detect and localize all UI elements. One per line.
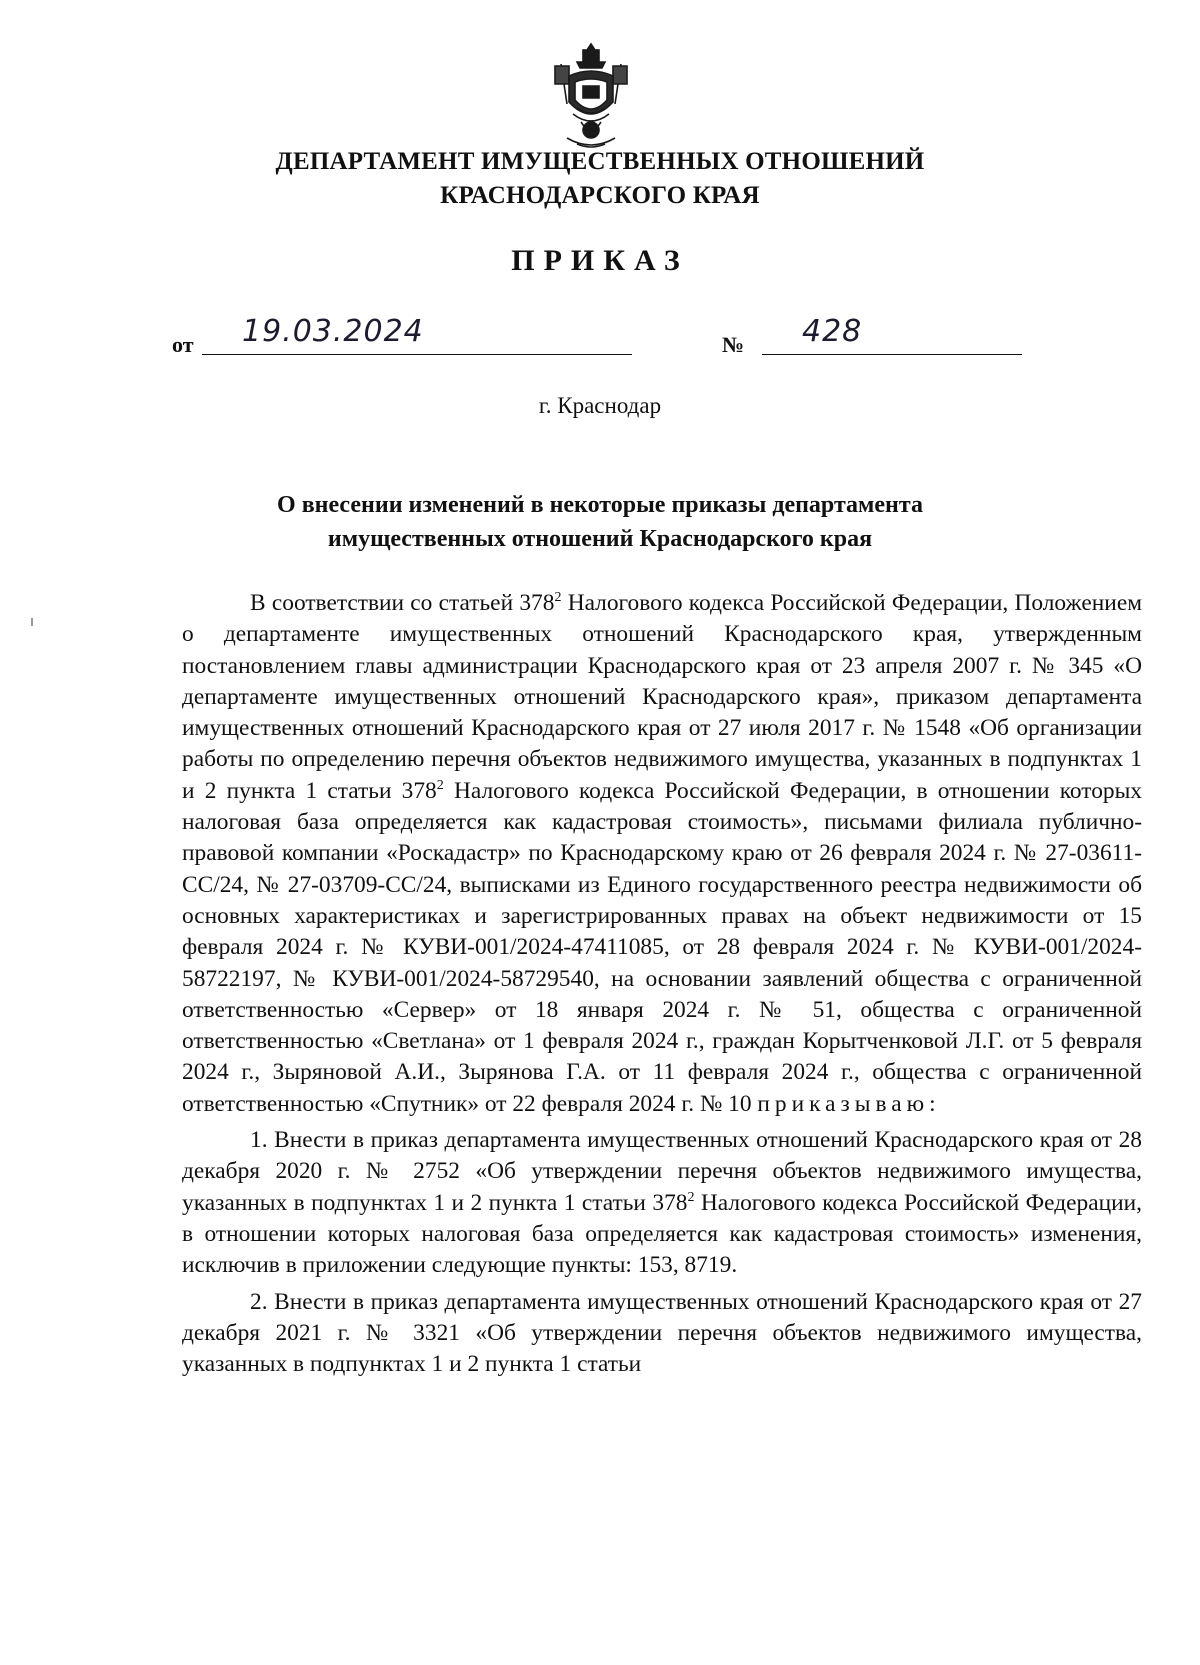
superscript: 2: [436, 777, 444, 793]
order-word: приказываю:: [757, 1090, 941, 1117]
superscript: 2: [554, 590, 562, 606]
department-name-line2: КРАСНОДАРСКОГО КРАЯ: [440, 182, 760, 209]
number-field: [762, 314, 1022, 355]
date-number-row: [172, 314, 1022, 358]
subject-line2: имущественных отношений Краснодарского края: [327, 526, 873, 552]
date-label: от: [172, 332, 194, 357]
date-field: [202, 314, 632, 355]
subject-line1: О внесении изменений в некоторые приказы департамента: [277, 492, 923, 518]
handwritten-number: 428: [802, 314, 863, 349]
handwritten-date: 19.03.2024: [242, 314, 424, 349]
coat-of-arms-emblem: [547, 42, 635, 150]
preamble-text-c: Налогового кодекса Российской Федерации, в отношении которых налоговая база определяется как кадастровая стоимость», письмами филиала публично-правовой компании «Роскадастр» по Краснодарскому краю от 26 февраля 2024 г. № 27-03611-СС/24, № 27-03709-СС/24, выписками из Единого государственного реестра недвижимости об основных характеристиках и зарегистрированных правах на объект недвижимости от 15 февраля 2024 г. № КУВИ-001/2024-47411085, от 28 февраля 2024 г. № КУВИ-001/2024-58722197, № КУВИ-001/2024-58729540, на основании заявлений общества с ограниченной ответственностью «Сервер» от 18 января 2024 г. № 51, общества с ограниченной ответственностью «Светлана» от 1 февраля 2024 г., граждан Корытченковой Л.Г. от 5 февраля 2024 г., Зыряновой А.И., Зырянова Г.А. от 11 февраля 2024 г., общества с ограниченной ответственностью «Спутник» от 22 февраля 2024 г. № 10: [182, 777, 1143, 1117]
preamble-text-a: В соответствии со статьей 378: [250, 590, 555, 616]
clause-1-paragraph: [182, 1125, 1142, 1281]
margin-mark: [31, 618, 33, 626]
city-name: г. Краснодар: [538, 393, 662, 418]
clause-1-text-a: 1. Внести в приказ департамента имущественных отношений Краснодарского края от 28 декабря 2020 г. № 2752 «Об утверждении перечня объектов недвижимого имущества, указанных в подпунктах 1 и 2 пункта 1 статьи 378: [182, 1127, 1142, 1216]
preamble-paragraph: [182, 588, 1142, 1120]
superscript: 2: [687, 1189, 695, 1205]
document-type-title: ПРИКАЗ: [511, 244, 689, 277]
preamble-text-b: Налогового кодекса Российской Федерации, Положением о департаменте имущественных отношений Краснодарского края, утвержденным постановлением главы администрации Краснодарского края от 23 апреля 2007 г. № 345 «О департаменте имущественных отношений Краснодарского края», приказом департамента имущественных отношений Краснодарского края от 27 июля 2017 г. № 1548 «Об организации работы по определению перечня объектов недвижимого имущества, указанных в подпунктах 1 и 2 пункта 1 статьи 378: [182, 590, 1142, 804]
clause-1-text-b: Налогового кодекса Российской Федерации, в отношении которых налоговая база определяется как кадастровая стоимость» изменения, исключив в приложении следующие пункты: 153, 8719.: [182, 1189, 1142, 1279]
number-label: №: [722, 332, 745, 357]
clause-2-text-a: 2. Внести в приказ департамента имущественных отношений Краснодарского края от 27 декабря 2021 г. № 3321 «Об утверждении перечня объектов недвижимого имущества, указанных в подпунктах 1 и 2 пункта 1 статьи: [182, 1288, 1142, 1378]
clause-2-paragraph: [182, 1287, 1142, 1381]
department-name-line1: ДЕПАРТАМЕНТ ИМУЩЕСТВЕННЫХ ОТНОШЕНИЙ: [275, 148, 925, 175]
document-body: [182, 588, 1142, 1385]
